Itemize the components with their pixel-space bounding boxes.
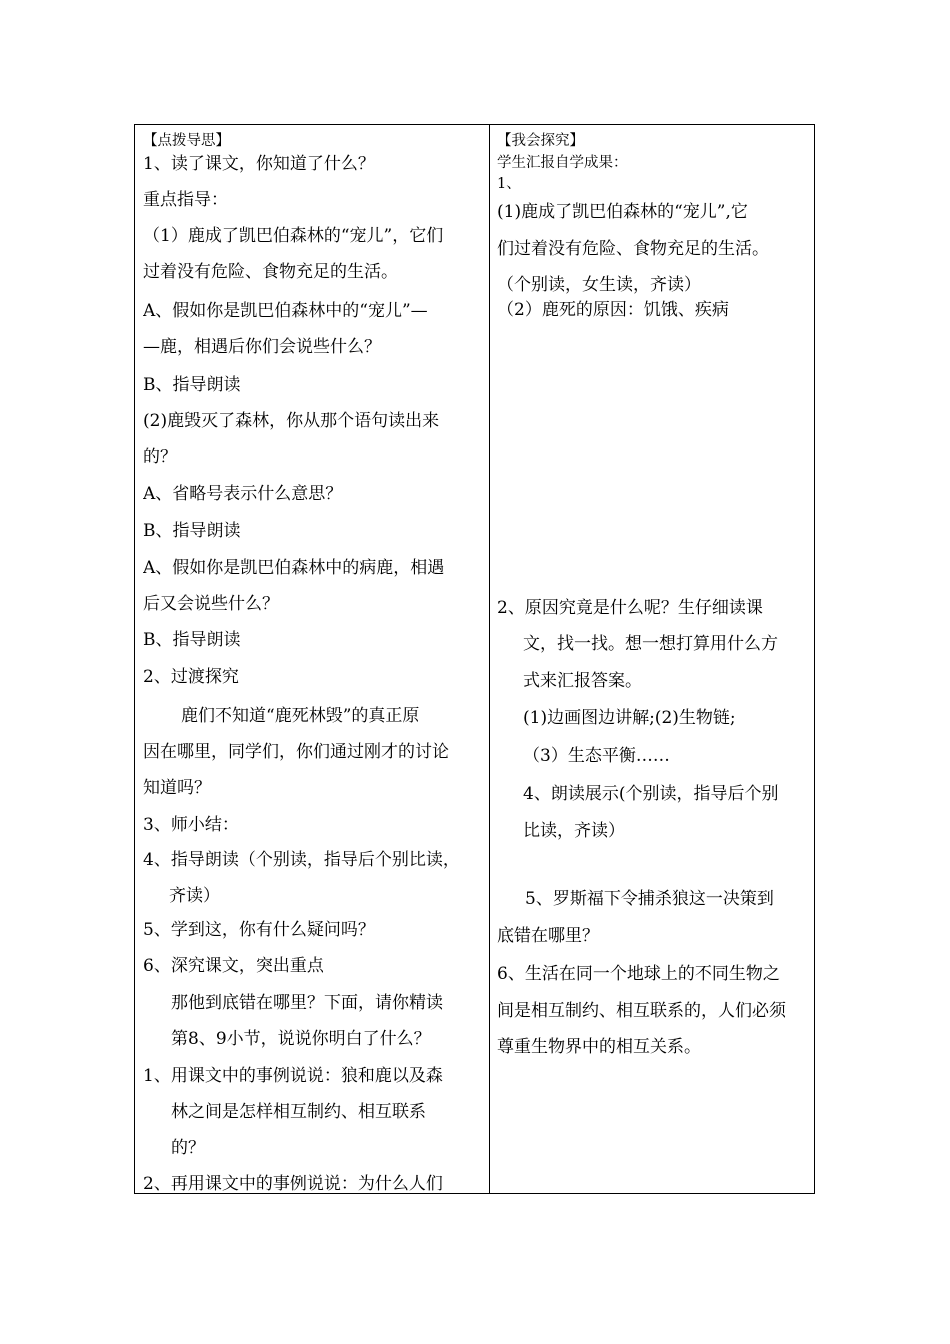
right-line: (1)边画图边讲解;(2)生物链;: [523, 708, 736, 728]
left-line: 知道吗？: [143, 778, 211, 798]
left-line: 第8、9小节，说说你明白了什么？: [171, 1029, 431, 1049]
left-line: 1、读了课文，你知道了什么？: [143, 154, 375, 174]
right-line: 比读，齐读）: [523, 821, 625, 841]
right-line: 式来汇报答案。: [523, 671, 642, 691]
left-line: 过着没有危险、食物充足的生活。: [143, 262, 398, 282]
left-line: 因在哪里，同学们，你们通过刚才的讨论: [143, 742, 449, 762]
left-line: （1）鹿成了凯巴伯森林的“宠儿”，它们: [143, 226, 444, 246]
left-line: 2、过渡探究: [143, 667, 239, 687]
left-line: 4、指导朗读（个别读，指导后个别比读，: [143, 850, 460, 870]
right-column: [497, 125, 811, 1193]
left-line: B、指导朗读: [143, 630, 241, 650]
left-line: 齐读）: [169, 886, 220, 906]
right-line: 2、原因究竟是什么呢？生仔细读课: [497, 598, 763, 618]
left-line: 重点指导：: [143, 190, 228, 210]
right-header: 【我会探究】: [497, 133, 584, 149]
left-line: A、省略号表示什么意思？: [143, 484, 343, 504]
left-line: —鹿，相遇后你们会说些什么？: [143, 337, 381, 357]
left-line: 那他到底错在哪里？下面，请你精读: [171, 993, 443, 1013]
left-line: 林之间是怎样相互制约、相互联系: [171, 1102, 426, 1122]
left-line: 5、学到这，你有什么疑问吗？: [143, 920, 375, 940]
right-line: 5、罗斯福下令捕杀狼这一决策到: [525, 889, 774, 909]
right-line: 底错在哪里？: [497, 926, 599, 946]
left-header: 【点拨导思】: [143, 133, 230, 149]
right-line: (1)鹿成了凯巴伯森林的“宠儿”,它: [497, 202, 748, 222]
right-line: 6、生活在同一个地球上的不同生物之: [497, 964, 780, 984]
right-line: 尊重生物界中的相互关系。: [497, 1037, 701, 1057]
left-line: 的？: [171, 1138, 205, 1158]
column-divider: [489, 125, 490, 1193]
right-line: 们过着没有危险、食物充足的生活。: [497, 239, 769, 259]
left-line: 6、深究课文，突出重点: [143, 956, 324, 976]
right-line: 文，找一找。想一想打算用什么方: [523, 634, 778, 654]
right-number: 1、: [497, 176, 521, 192]
right-line: 4、朗读展示(个别读，指导后个别: [523, 784, 779, 804]
lesson-table: [134, 124, 815, 1194]
left-line: A、假如你是凯巴伯森林中的病鹿，相遇: [143, 558, 445, 578]
left-line: B、指导朗读: [143, 521, 241, 541]
left-line: 2、再用课文中的事例说说：为什么人们: [143, 1174, 443, 1193]
right-line: 间是相互制约、相互联系的，人们必须: [497, 1001, 786, 1021]
right-line: （3）生态平衡……: [523, 746, 670, 766]
left-column: [143, 125, 483, 1193]
right-line: （2）鹿死的原因：饥饿、疾病: [497, 300, 729, 320]
left-line: (2)鹿毁灭了森林，你从那个语句读出来: [143, 411, 440, 431]
left-line: 鹿们不知道“鹿死林毁”的真正原: [181, 706, 420, 726]
left-line: 3、师小结：: [143, 815, 239, 835]
left-line: B、指导朗读: [143, 375, 241, 395]
left-line: A、假如你是凯巴伯森林中的“宠儿”—: [143, 301, 428, 321]
left-line: 1、用课文中的事例说说：狼和鹿以及森: [143, 1066, 443, 1086]
left-line: 后又会说些什么？: [143, 594, 279, 614]
right-intro: 学生汇报自学成果：: [497, 155, 628, 171]
left-line: 的？: [143, 447, 177, 467]
right-line: （个别读，女生读，齐读）: [497, 275, 701, 295]
